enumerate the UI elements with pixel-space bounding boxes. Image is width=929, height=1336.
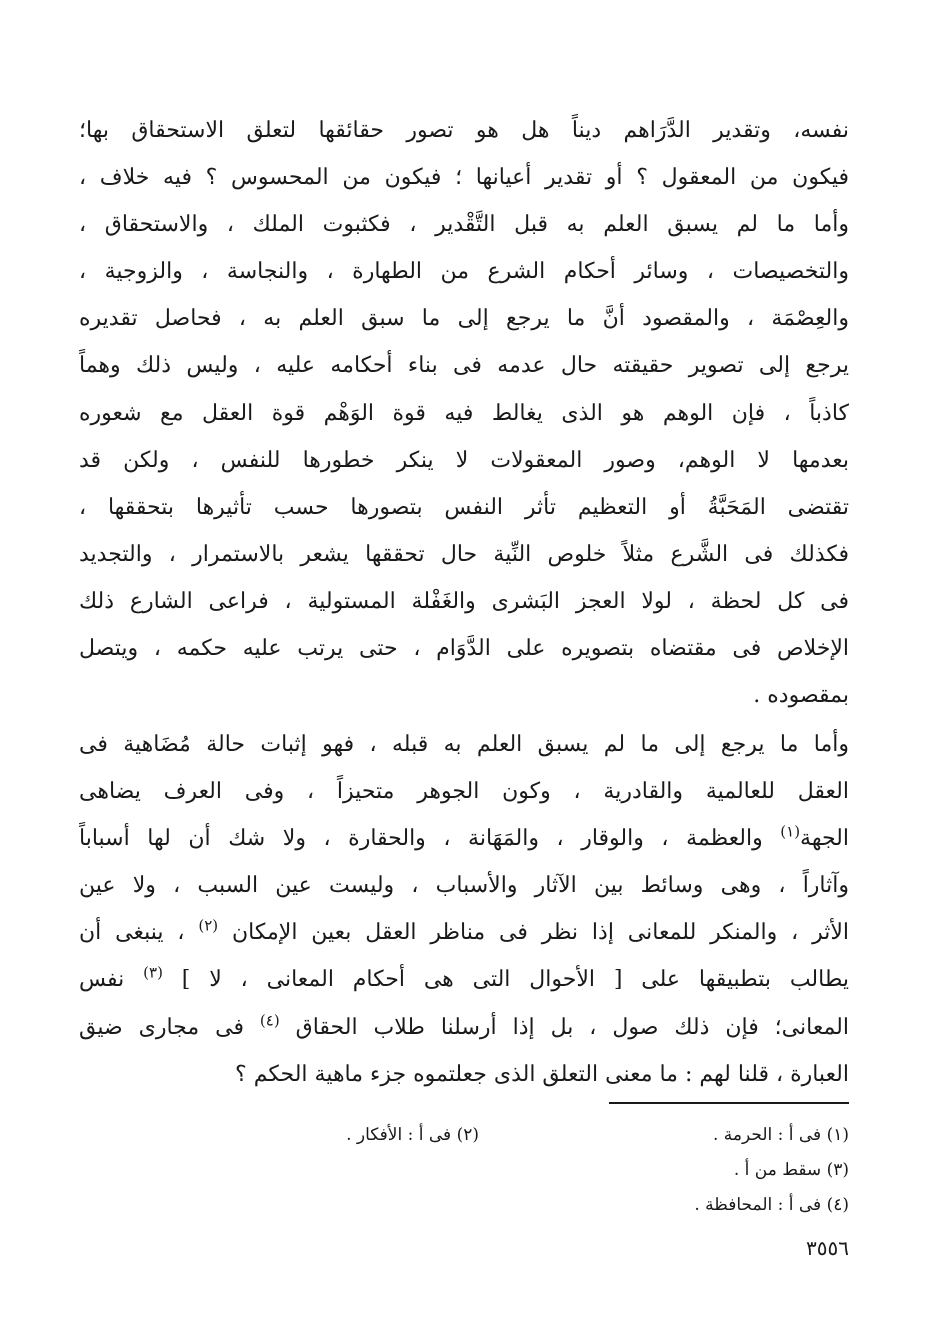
text-line [79, 956, 849, 1003]
footnote-1: (١) فى أ : الحرمة . [712, 1125, 849, 1145]
text-line: وأما ما لم يسبق العلم به قبل التَّقْدير ، فكثبوت الملك ، والاستحقاق ، [79, 212, 849, 238]
text-line [79, 909, 849, 956]
text-run: فى مجارى ضيق [79, 1014, 260, 1040]
text-line: والتخصيصات ، وسائر أحكام الشرع من الطهارة ، والنجاسة ، والزوجية ، [79, 259, 849, 285]
text-line: يرجع إلى تصوير حقيقته حال عدمه فى بناء أحكامه عليه ، وليس ذلك وهماً [79, 353, 849, 379]
paragraph-2 [79, 721, 849, 1098]
text-run: نفس [79, 967, 144, 993]
footnote-marker: (٤) [259, 1011, 280, 1030]
text-line [79, 1004, 849, 1051]
text-line: وأما ما يرجع إلى ما لم يسبق العلم به قبله ، فهو إثبات حالة مُضَاهية فى [79, 732, 849, 757]
footnote-marker: (٢) [198, 917, 219, 936]
footnote-divider [609, 1102, 849, 1104]
footnote-3: (٣) سقط من أ . [733, 1160, 849, 1180]
text-line: فكذلك فى الشَّرع مثلاً خلوص النِّية حال تحققها يشعر بالاستمرار ، والتجديد [79, 541, 849, 567]
text-line: وآثاراً ، وهى وسائط بين الآثار والأسباب ، وليست عين السبب ، ولا عين [79, 873, 849, 899]
text-line: بعدمها لا الوهم، وصور المعقولات لا ينكر خطورها للنفس ، ولكن قد [79, 447, 849, 473]
page-number: ٣٥٥٦ [806, 1236, 849, 1260]
footnote-4: (٤) فى أ : المحافظة . [694, 1195, 849, 1215]
text-run: الأثر ، والمنكر للمعانى إذا نظر فى مناظر العقل بعين الإمكان [218, 920, 849, 946]
text-line: تقتضى المَحَبَّةُ أو التعظيم تأثر النفس بتصورها حسب تأثيرها بتحققها ، [79, 494, 849, 520]
text-line: كاذباً ، فإن الوهم هو الذى يغالط فيه قوة الوَهْم قوة العقل مع شعوره [79, 400, 849, 426]
footnote-2: (٢) فى أ : الأفكار . [346, 1125, 479, 1145]
text-run: والعظمة ، والوقار ، والمَهَانة ، والحقارة ، ولا شك أن لها أسباباً [79, 826, 781, 852]
text-line: بمقصوده . [753, 683, 849, 709]
text-run: المعانى؛ فإن ذلك صول ، بل إذا أرسلنا طلاب الحقاق [279, 1014, 849, 1040]
text-line: فيكون من المعقول ؟ أو تقدير أعيانها ؛ فيكون من المحسوس ؟ فيه خلاف ، [79, 165, 849, 191]
footnote-marker: (٣) [143, 964, 163, 983]
paragraph-1 [79, 107, 849, 719]
text-line: الإخلاص فى مقتضاه بتصويره على الدَّوَام ، حتى يرتب عليه حكمه ، ويتصل [79, 636, 849, 662]
text-line: العبارة ، قلنا لهم : ما معنى التعلق الذى جعلتموه جزء ماهية الحكم ؟ [235, 1061, 849, 1087]
text-line: والعِصْمَة ، والمقصود أنَّ ما يرجع إلى ما سبق العلم به ، فحاصل تقديره [79, 306, 849, 332]
text-run: الجهة [800, 826, 849, 852]
text-line: فى كل لحظة ، لولا العجز البَشرى والغَفْلة المستولية ، فراعى الشارع ذلك [79, 588, 849, 614]
text-run: يطالب بتطبيقها على [ الأحوال التى هى أحكام المعانى ، لا ] [162, 967, 849, 993]
text-line: العقل للعالمية والقادرية ، وكون الجوهر متحيزاً ، وفى العرف يضاهى [79, 779, 849, 805]
text-run: ، ينبغى أن [79, 920, 199, 946]
text-line: نفسه، وتقدير الدَّرَاهم ديناً هل هو تصور حقائقها لتعلق الاستحقاق بها؛ [79, 118, 849, 143]
text-line [79, 815, 849, 862]
footnote-marker: (١) [780, 822, 801, 841]
